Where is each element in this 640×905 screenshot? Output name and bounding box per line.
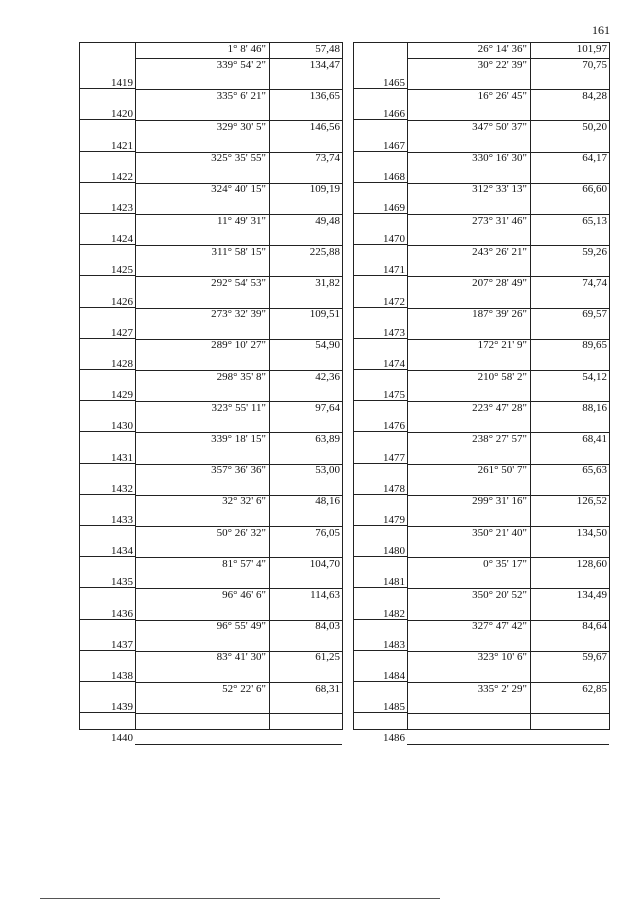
point-id: 1438 [111, 669, 133, 682]
point-id: 1437 [111, 638, 133, 651]
segment-distance: 134,50 [576, 526, 607, 539]
segment-distance: 76,05 [315, 526, 340, 539]
point-id-cell [80, 308, 135, 339]
angle-rule [135, 744, 342, 745]
point-id: 1429 [111, 389, 133, 402]
point-id: 1467 [383, 139, 405, 152]
bearing-angle: 335° 2' 29" [477, 682, 527, 695]
point-id: 1427 [111, 326, 133, 339]
point-id-cell [354, 120, 407, 151]
point-id: 1419 [111, 77, 133, 90]
segment-distance: 54,90 [315, 339, 340, 352]
segment-distance: 62,85 [582, 682, 607, 695]
point-id-cell [354, 370, 407, 401]
point-id-cell [354, 620, 407, 651]
footer-rule [40, 898, 440, 899]
point-id-cell [80, 152, 135, 183]
bearing-angle: 210° 58' 2" [477, 370, 527, 383]
point-id: 1433 [111, 513, 133, 526]
bearing-angle: 339° 54' 2" [216, 58, 266, 71]
point-id: 1430 [111, 420, 133, 433]
bearing-angle: 327° 47' 42" [472, 620, 527, 633]
point-id-cell [80, 401, 135, 432]
point-id-cell [80, 58, 135, 89]
point-id: 1483 [383, 638, 405, 651]
angle-rule [407, 713, 609, 714]
bearing-angle: 223° 47' 28" [472, 401, 527, 414]
angle-rule [135, 713, 342, 714]
segment-distance: 69,57 [582, 308, 607, 321]
point-id-cell [80, 526, 135, 557]
bearing-angle: 339° 18' 15" [211, 433, 266, 445]
point-id: 1477 [383, 451, 405, 464]
point-id: 1440 [111, 732, 133, 745]
segment-distance: 63,89 [315, 433, 340, 445]
point-id: 1421 [111, 139, 133, 152]
segment-distance: 48,16 [315, 495, 340, 508]
point-id: 1475 [383, 389, 405, 402]
point-id: 1431 [111, 451, 133, 464]
point-id-cell [80, 276, 135, 307]
segment-distance: 64,17 [582, 152, 607, 165]
point-id-cell [354, 588, 407, 619]
point-id: 1428 [111, 357, 133, 370]
segment-distance: 84,03 [315, 620, 340, 633]
point-id-cell [80, 370, 135, 401]
point-id-cell [354, 183, 407, 214]
bearing-angle: 357° 36' 36" [211, 464, 266, 477]
point-id: 1485 [383, 701, 405, 714]
point-id-cell [354, 152, 407, 183]
point-id-cell [354, 58, 407, 89]
point-id-cell [80, 339, 135, 370]
segment-distance: 59,67 [582, 651, 607, 664]
bearing-angle: 261° 50' 7" [477, 464, 527, 477]
point-id-cell [354, 276, 407, 307]
point-id-cell [354, 713, 407, 744]
point-id-cell [354, 89, 407, 120]
bearing-angle: 330° 16' 30" [472, 152, 527, 165]
point-id: 1434 [111, 545, 133, 558]
point-id-cell [354, 214, 407, 245]
bearing-angle: 289° 10' 27" [211, 339, 266, 352]
bearing-angle: 324° 40' 15" [211, 183, 266, 196]
segment-distance: 126,52 [576, 495, 607, 508]
point-id: 1423 [111, 201, 133, 214]
point-id-cell [80, 245, 135, 276]
segment-distance: 114,63 [310, 589, 340, 601]
bearing-angle: 11° 49' 31" [217, 214, 266, 227]
point-id-cell [80, 713, 135, 744]
segment-distance: 84,28 [582, 89, 607, 102]
bearing-angle: 312° 33' 13" [472, 183, 527, 196]
point-id-cell [80, 183, 135, 214]
segment-distance: 61,25 [315, 651, 340, 664]
segment-distance: 101,97 [576, 43, 607, 55]
segment-distance: 54,12 [582, 370, 607, 383]
point-id: 1436 [111, 607, 133, 620]
bearing-angle: 298° 35' 8" [216, 370, 266, 383]
point-id-cell [80, 588, 135, 619]
segment-distance: 68,31 [315, 682, 340, 695]
bearing-angle: 299° 31' 16" [472, 495, 527, 508]
bearing-angle: 52° 22' 6" [222, 682, 266, 695]
bearing-angle: 30° 22' 39" [477, 58, 527, 71]
bearing-angle: 187° 39' 26" [472, 308, 527, 321]
segment-distance: 31,82 [315, 277, 340, 289]
segment-distance: 66,60 [582, 183, 607, 196]
segment-distance: 65,13 [582, 214, 607, 227]
point-id: 1484 [383, 669, 405, 682]
segment-distance: 65,63 [582, 464, 607, 477]
point-id-cell [80, 432, 135, 463]
bearing-angle: 292° 54' 53" [211, 277, 266, 289]
bearing-angle: 323° 55' 11" [211, 401, 266, 414]
point-id-cell [354, 432, 407, 463]
angle-rule [407, 744, 609, 745]
bearing-angle: 50° 26' 32" [216, 526, 266, 539]
segment-distance: 59,26 [582, 245, 607, 258]
bearing-angle: 96° 46' 6" [222, 589, 266, 601]
segment-distance: 50,20 [582, 121, 607, 133]
point-id: 1425 [111, 264, 133, 277]
segment-distance: 73,74 [315, 152, 340, 165]
point-id-cell [354, 245, 407, 276]
bearing-angle: 16° 26' 45" [477, 89, 527, 102]
bearing-angle: 273° 32' 39" [211, 308, 266, 321]
angle-distance-row [135, 43, 342, 58]
point-id: 1422 [111, 170, 133, 183]
bearing-angle: 347° 50' 37" [472, 121, 527, 133]
point-id-cell [354, 308, 407, 339]
bearing-angle: 26° 14' 36" [477, 43, 527, 55]
page-number: 161 [592, 23, 610, 37]
point-id: 1432 [111, 482, 133, 495]
segment-distance: 128,60 [576, 557, 607, 570]
bearing-angle: 350° 21' 40" [472, 526, 527, 539]
angle-distance-row [407, 43, 609, 58]
segment-distance: 97,64 [315, 401, 340, 414]
segment-distance: 57,48 [315, 43, 340, 55]
bearing-angle: 243° 26' 21" [472, 245, 527, 258]
bearing-angle: 273° 31' 46" [472, 214, 527, 227]
segment-distance: 109,19 [309, 183, 340, 196]
segment-distance: 146,56 [309, 121, 340, 133]
bearing-angle: 350° 20' 52" [472, 589, 527, 601]
bearing-angle: 207° 28' 49" [472, 277, 527, 289]
bearing-angle: 329° 30' 5" [216, 121, 266, 133]
point-id-cell [354, 495, 407, 526]
segment-distance: 70,75 [582, 58, 607, 71]
point-id: 1472 [383, 295, 405, 308]
point-id-cell [80, 214, 135, 245]
bearing-angle: 1° 8' 46" [227, 43, 266, 55]
point-id-cell [80, 89, 135, 120]
point-id: 1481 [383, 576, 405, 589]
point-id: 1420 [111, 108, 133, 121]
point-id: 1469 [383, 201, 405, 214]
segment-distance: 84,64 [582, 620, 607, 633]
right-coordinate-table [353, 42, 610, 745]
segment-distance: 88,16 [582, 401, 607, 414]
point-id: 1426 [111, 295, 133, 308]
segment-distance: 109,51 [309, 308, 340, 321]
bearing-angle: 81° 57' 4" [222, 557, 266, 570]
point-id-cell [354, 526, 407, 557]
bearing-angle: 325° 35' 55" [211, 152, 266, 165]
point-id-cell [80, 557, 135, 588]
bearing-angle: 83° 41' 30" [216, 651, 266, 664]
point-id: 1473 [383, 326, 405, 339]
bearing-angle: 335° 6' 21" [216, 89, 266, 102]
bearing-angle: 311° 58' 15" [211, 245, 266, 258]
point-id-cell [80, 651, 135, 682]
point-id: 1486 [383, 732, 405, 745]
bearing-angle: 172° 21' 9" [477, 339, 527, 352]
point-id-cell [354, 464, 407, 495]
point-id: 1471 [383, 264, 405, 277]
left-coordinate-table [79, 42, 343, 745]
segment-distance: 68,41 [582, 433, 607, 445]
bearing-angle: 96° 55' 49" [216, 620, 266, 633]
bearing-angle: 238° 27' 57" [472, 433, 527, 445]
point-id: 1479 [383, 513, 405, 526]
segment-distance: 134,49 [576, 589, 607, 601]
segment-distance: 53,00 [315, 464, 340, 477]
point-id: 1466 [383, 108, 405, 121]
segment-distance: 104,70 [309, 557, 340, 570]
point-id: 1465 [383, 77, 405, 90]
segment-distance: 225,88 [309, 245, 340, 258]
point-id: 1470 [383, 233, 405, 246]
point-id: 1474 [383, 357, 405, 370]
bearing-angle: 323° 10' 6" [477, 651, 527, 664]
segment-distance: 49,48 [315, 214, 340, 227]
segment-distance: 74,74 [582, 277, 607, 289]
point-id-cell [80, 495, 135, 526]
point-id-cell [354, 682, 407, 713]
point-id: 1424 [111, 233, 133, 246]
bearing-angle: 0° 35' 17" [483, 557, 527, 570]
point-id-cell [80, 464, 135, 495]
point-id-cell [80, 620, 135, 651]
segment-distance: 89,65 [582, 339, 607, 352]
segment-distance: 134,47 [309, 58, 340, 71]
bearing-angle: 32° 32' 6" [222, 495, 266, 508]
point-id: 1468 [383, 170, 405, 183]
point-id-cell [354, 651, 407, 682]
point-id: 1482 [383, 607, 405, 620]
point-id: 1476 [383, 420, 405, 433]
point-id-cell [80, 682, 135, 713]
point-id-cell [354, 557, 407, 588]
segment-distance: 136,65 [309, 89, 340, 102]
point-id: 1435 [111, 576, 133, 589]
point-id: 1478 [383, 482, 405, 495]
point-id-cell [80, 120, 135, 151]
segment-distance: 42,36 [315, 370, 340, 383]
point-id: 1439 [111, 701, 133, 714]
point-id-cell [354, 401, 407, 432]
point-id-cell [354, 339, 407, 370]
point-id: 1480 [383, 545, 405, 558]
